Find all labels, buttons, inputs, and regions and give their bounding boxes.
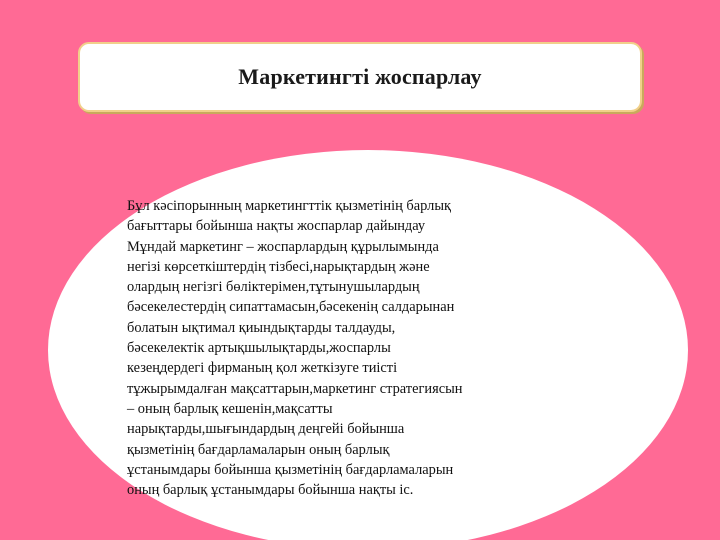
slide-body-text: Бұл кәсіпорынның маркетингттік қызметінің барлық бағыттары бойынша нақты жоспарлар дайындау Мұндай маркетинг – жоспарлардың құрылымында негізі көрсеткіштердің тізбесі,нарықтардың және олардың негізгі бөліктерімен,тұтынушылардың бәсекелестердің сипаттамасын,бәсекенің салдарынан болатын ықтимал қиындықтарды талдауды, бәсекелектік артықшылықтарды,жоспарлы кезеңдердегі фирманың қол жеткізуге тиісті тұжырымдалған мақсаттарын,маркетинг стратегиясын – оның барлық кешенін,мақсатты нарықтарды,шығындардың деңгейі бойынша қызметінің бағдарламаларын оның барлық ұстанымдары бойынша қызметінің бағдарламаларын оның барлық ұстанымдары бойынша нақты іс. [127, 198, 463, 499]
title-box [78, 42, 642, 112]
slide-title: Маркетингті жоспарлау [238, 64, 482, 89]
